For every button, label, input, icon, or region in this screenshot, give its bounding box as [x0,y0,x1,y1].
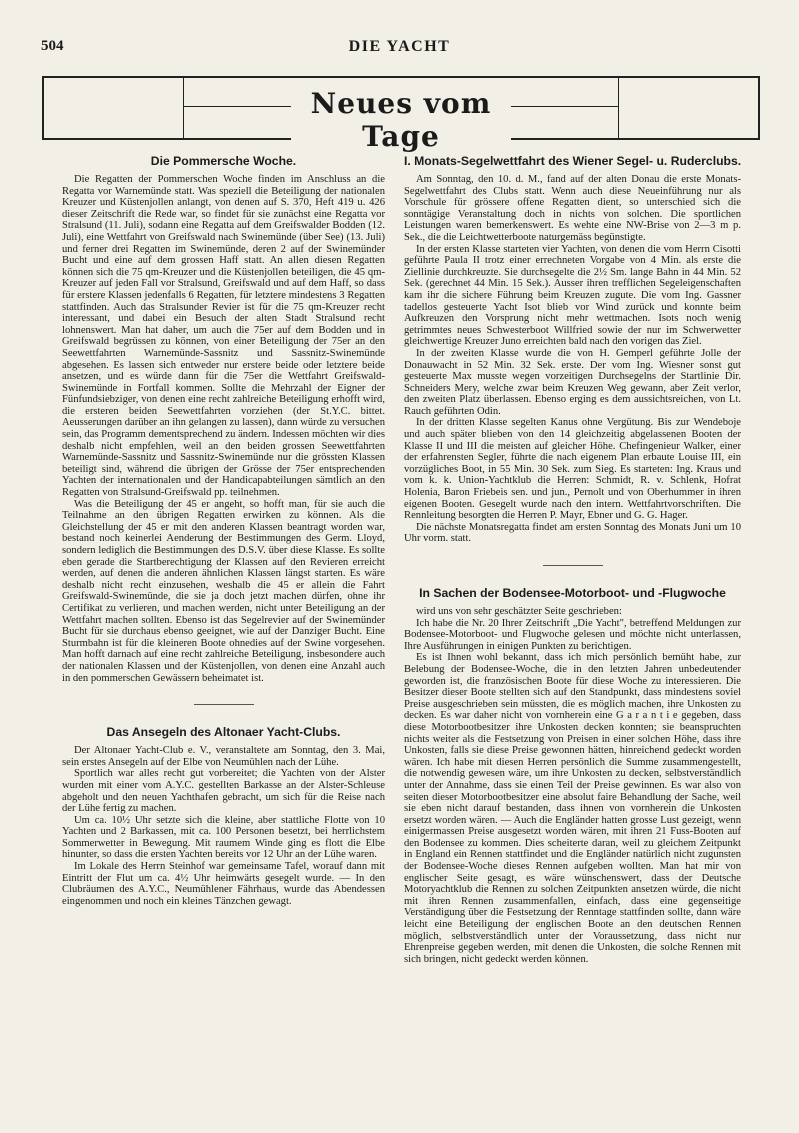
paragraph: Es ist Ihnen wohl bekannt, dass ich mich persönlich bemüht habe, zur Belebung der Bodensee-Woche, die in den letzten Jahren unbedeutender geworden ist, die französischen Boote für diese Woche zu interessieren. Die Besitzer dieser Boote stellten sich auf den Standpunkt, dass mindestens soviel Preise ausgeschrieben sein müssten, die es möglich machen, ihre Unkosten zu decken. Es war daher nicht von vornherein eine G a r a n t i e gegeben, dass diese Motorbootbesitzer ihre Unkosten decken konnten; sie beanspruchten nichts weiter als die Festsetzung von Preisen in einer solchen Höhe, dass ihre Unkosten, falls sie diese Preise gewonnen hätten, hinreichend gedeckt worden wären. Ich habe mit diesen Herren persönlich die Summe zusammengestellt, die notwendig gewesen wäre, um ihre Unkosten zu decken, selbstverständlich unter der Annahme, dass sie einen Teil der Preise gewinnen. Es war also von seiten dieser Motorbootbesitzer eine absolut faire Behandlung der Sache, weil sie eben nicht darauf bestanden, dass ihnen von vornherein die Unkosten ersetzt worden wären. — Auch die Engländer hatten grosse Lust gezeigt, wenn einigermassen Preise ausgesetzt worden wären, mit ihren 21 Fuss-Booten auf den Bodensee zu kommen. Dies scheiterte daran, weil zu gleichem Zeitpunkt in England ein Rennen stattfindet und die Engländer natürlich nicht zugunsten der Bodensee-Woche dieses Rennen aufgeben wollten. Man hat mir von englischer Seite gesagt, es wäre wünschenswert, dass der Deutsche Motoryachtklub die Rennen zu solchen Zeitpunkten ansetzen würde, die nicht mit ihren Rennen zusammenfallen, einfach, dass eine gegenseitige Verständigung über die Festsetzung der Renntage stattfinden sollte, dann wäre leicht eine Beteiligung der englischen Boote an den deutschen Rennen möglich, selbstverständlich unter der Voraussetzung, dass nicht nur Ehrenpreise gegeben werden, mit denen die Unkosten, die solche Rennen mit sich bringen, nicht gedeckt werden können. [404,652,741,965]
page-number: 504 [41,38,64,54]
paragraph: Sportlich war alles recht gut vorbereitet; die Yachten von der Alster wurden mit einer vom A.Y.C. gestellten Barkasse an der Alster-Schleuse abgeholt und den neuen Yachthafen gebracht, um sich für die Reise nach der Lühe fertig zu machen. [62,768,385,815]
paragraph: Der Altonaer Yacht-Club e. V., veranstaltete am Sonntag, den 3. Mai, sein erstes Ansegeln auf der Elbe von Neumühlen nach der Lühe. [62,745,385,768]
right-column [404,154,741,965]
magazine-title: DIE YACHT [348,38,451,55]
paragraph: In der ersten Klasse starteten vier Yachten, von denen die vom Herrn Cisotti geführte Paula II trotz einer errechneten Vorgabe von 4 Min. als erste die Ziellinie durchkreuzte. Sie durchsegelte die 2½ Sm. lange Bahn in 44 Min. 52 Sek. (gerechnet 44 Min. 15 Sek.). Ausser ihren trefflichen Segeleigenschaften kam ihr die sichere Führung beim Kreuzen zugute. Die vom Ing. Gassner tadellos gesteuerte Yacht Isot blieb vor Wind zurück und konnte beim Aufkreuzen den Vorsprung nicht mehr wettmachen. Isots noch wenig getrimmtes neues Schwesterboot Willfried sowie der nur im Schwerwetter gleichwertige Kreuzer Juno erreichten bald nach den vorigen das Ziel. [404,243,741,348]
paragraph: Die Regatten der Pommerschen Woche finden im Anschluss an die Regatta vor Warnemünde statt. Was speziell die Beteiligung der nationalen Kreuzer und Küstenjollen anlangt, von denen auf S. 370, Heft 419 u. 426 dieser Zeitschrift die Rede war, so findet für sie zunächst eine Regatta vor Stralsund (11. Juli), sodann eine Regatta auf dem Greifswalder Bodden (12. Juli), eine Wettfahrt von Greifswald nach Swinemünde (über See) (13. Juli) und ferner drei Regatten im Swinemünde, deren 2 auf der Swinemünder Bucht und eine auf dem grossen Haff statt. An allen diesen Regatten können sich die 75 qm-Kreuzer und die Küstenjollen beteiligen, die 45 qm-Kreuzer auf jeden Fall vor Stralsund, Greifswald und auf dem Haff, so dass für erstere Klassen jedenfalls 6 Regatten, für letztere mindestens 3 Regatten stattfinden. Auch das Stralsunder Revier ist für die 75 qm-Kreuzer recht interessant, und dabei ein Besuch der alten Stadt Stralsund recht lohnenswert. Man hat daher, um auch die 75er auf dem Bodden und in Greifswald begrüssen zu können, von einer Beteiligung der 75er an den Seewettfahrten Warnemünde-Sassnitz und Sassnitz-Swinemünde abgesehen. Es lassen sich entweder nur erstere beide oder letztere beide ansetzen, und es würde dann für die 75er die Wettfahrt Greifswald-Swinemünde in Fortfall kommen. Sollte die Mehrzahl der Eigner der Fünfundsiebziger, von denen eine recht zahlreiche Beteiligung erhofft wird, die ersteren beiden Seewettfahrten vorziehen (der St.Y.C. bittet. Aeusserungen darüber an ihn gelangen zu lassen), dann würde zu versuchen sein, das Programm dementsprechend zu ändern. Indessen möchten wir dies deshalb nicht empfehlen, weil an den beiden grossen Seewettfahrten Warnemünde-Sassnitz und Sassnitz-Swinemünde nur die grössten Klassen beteiligt sind, während die übrigen der Grösse der 75er entsprechenden Yachten der internationalen und der Handicapabteilungen sämtlich an den Regatten von Stralsund-Greifswald pp. teilnehmen. [62,174,385,499]
article-title: I. Monats-Segelwettfahrt des Wiener Segel- u. Ruderclubs. [404,154,742,168]
paragraph: Ich habe die Nr. 20 Ihrer Zeitschrift „Die Yacht", betreffend Meldungen zur Bodensee-Motorboot- und Flugwoche gelesen und möchte nicht unterlassen, Ihre Ausführungen in einigen Punkten zu berichtigen. [404,617,741,652]
banner-center-panel [183,78,619,153]
paragraph: Um ca. 10½ Uhr setzte sich die kleine, aber stattliche Flotte von 10 Yachten und 2 Barkassen, mit ca. 100 Personen besetzt, bei herrlichstem Sommerwetter in Bewegung. Mit raumem Winde ging es flott die Elbe hinunter, so dass die ersten Yachten bereits vor 12 Uhr an der Lühe waren. [62,814,385,861]
paragraph: Im Lokale des Herrn Steinhof war gemeinsame Tafel, worauf dann mit Eintritt der Flut um ca. 4½ Uhr heimwärts gesegelt wurde. — In den Clubräumen des A.Y.C., Neumühlener Fährhaus, wurde das Abendessen eingenommen und noch ein kleines Tänzchen gewagt. [62,861,385,907]
article-title: Das Ansegeln des Altonaer Yacht-Clubs. [106,725,341,740]
section-banner [42,76,760,153]
paragraph: In der dritten Klasse segelten Kanus ohne Vergütung. Bis zur Wendeboje und auch später blieben von den 14 gleichzeitig abgelassenen Booten der Klasse II und III die meisten auf gleicher Höhe. Chefingenieur Walker, einer der erfahrensten Segler, führte die nach eigenem Plan erbaute Louise III, ein vorzügliches Boot, in 55 Min. 30 Sek. zum Sieg. Es starteten: Ing. Kraus und vom k. k. Union-Yachtklub die Herren: Schmidt, R. v. Schlenk, Hofrat Holenia, Baron Friebeis sen. und jun., Pernolt und von Oberhummer in ihren eigenen Booten. Gesegelt wurde nach den intern. Wettfahrtvorschriften. Die Rennleitung besorgten die Herren P. Mayr, Ebner und G. G. Hager. [404,417,741,522]
article-separator [194,704,254,705]
paragraph: wird uns von sehr geschätzter Seite geschrieben: [416,606,622,617]
article-title: In Sachen der Bodensee-Motorboot- und -Flugwoche [419,586,726,600]
article-separator [543,565,603,566]
paragraph: In der zweiten Klasse wurde die von H. Gemperl geführte Jolle der Donauwacht in 52 Min. 32 Sek. erste. Der vom Ing. Wiesner sonst gut gesteuerte Max musste wegen vorzeitigen Durchsegelns der Startlinie Dir. Schneiders Mery, welche zwar beim Kreuzen Weg gewann, aber Zeit verlor, den zweiten Platz überlassen. Ebenso erging es dem aussichtsreichen, von Lt. Rauch geführten Odin. [404,347,741,417]
paragraph: Was die Beteiligung der 45 er angeht, so hofft man, für sie auch die Teilnahme an den übrigen Regatten erwirken zu können. Als die Gleichstellung der 45 er mit den anderen Klassen beantragt worden war, bestand noch keinerlei Aenderung der Bestimmungen des Germ. Lloyd, sondern lediglich die Bestimmungen des D.S.V. über diese Klasse. Es sollte eben gerade die Startberechtigung der Klassen auf den Revieren erreicht werden, auf denen die anderen ähnlichen Klassen längst starten. Es wäre deshalb nicht recht einzusehen, weshalb die 45 er allein die Fahrt Greifswald-Swinemünde, die sie ja doch jetzt machen dürfen, ohne ihr Certifikat zu verlieren, und machen werden, nicht unter Beteiligung an der Wettfahrt machen sollten. Ebenso ist das Segelrevier auf der Swinemünder Bucht für sie durchaus ebenso geeignet, wie auf der Danziger Bucht. Eine Sturmbahn ist für die kleineren Boote ohnedies auf der Swine vorgesehen. Man hofft darnach auf eine recht zahlreiche Beteiligung, insbesondere auch der nationalen Klassen und der Küstenjollen, von denen eine Anzahl auch in den pommerschen Gewässern beheimatet ist. [62,498,385,684]
section-title: Neues vom Tage [291,87,511,153]
left-column [62,154,385,907]
paragraph: Die nächste Monatsregatta findet am ersten Sonntag des Monats Juni um 10 Uhr vorm. statt. [404,521,741,545]
article-title: Die Pommersche Woche. [150,154,297,168]
paragraph: Am Sonntag, den 10. d. M., fand auf der alten Donau die erste Monats-Segelwettfahrt des Clubs statt. Wenn auch diese Neueinführung nur als Vorschule für grössere offene Regatten dient, so unterschied sich die sonntägige Veranstaltung doch in nichts von solchen. Die sportlichen Leistungen waren bemerkenswert. Es wehte eine NW-Brise von 2—3 m p. Sek., die die Leichtwetterboote naturgemäss begünstigte. [404,174,741,243]
